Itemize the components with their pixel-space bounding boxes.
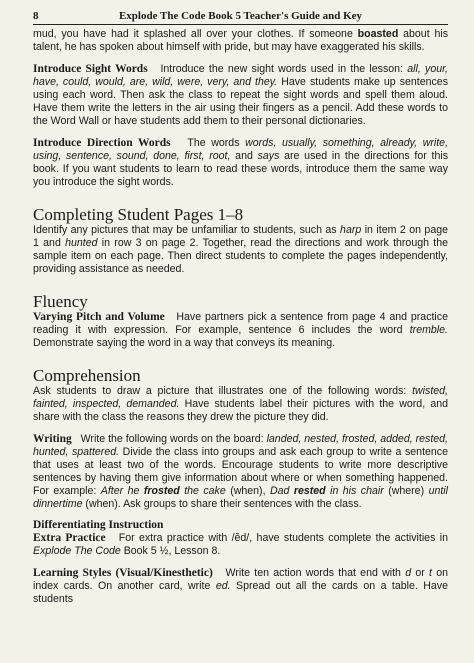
example-2b: rested (293, 485, 326, 497)
writing-paragraph (33, 433, 448, 511)
sight-words-paragraph (33, 63, 448, 128)
completing-text-3: in row 3 on page 2. Together, read the directions and work through the sample item on each page. Then direct students to complete the pages independently, providing assistance as needed. (33, 237, 448, 275)
comprehension-text: Ask students to draw a picture that illustrates one of the following words: (33, 385, 413, 397)
hunted-word: hunted (65, 237, 98, 249)
boasted-word: boasted (357, 28, 399, 40)
comprehension-text-2: Have students label their pictures with the word, and share with the class the reasons they drew the picture they did. (33, 398, 448, 423)
example-1a: After he (100, 485, 144, 497)
example-3: until dinnertime (33, 485, 448, 510)
pitch-volume-heading: Varying Pitch and Volume (33, 311, 165, 323)
direction-words-text-2: are used in the directions for this book. If you want students to learn to read these words, introduce them the same way you introduce the sight words. (33, 150, 449, 188)
example-2c: in his chair (325, 485, 384, 497)
direction-words-text: The words (187, 137, 246, 149)
learning-styles-text-3: Spread out all the cards on a table. Have students (33, 580, 448, 605)
writing-text-3: (when), (225, 485, 270, 497)
extra-practice-paragraph (33, 532, 448, 558)
page-number: 8 (33, 10, 39, 22)
letter-t: t (429, 567, 432, 579)
writing-words: landed, nested, frosted, added, rested, hunted, spattered. (33, 433, 448, 458)
direction-words-and: and (230, 150, 258, 162)
comprehension-words: twisted, fainted, inspected, demanded. (33, 385, 448, 410)
writing-text-5: (when). Ask groups to share their sentences with the class. (82, 498, 362, 510)
intro-paragraph (33, 28, 448, 54)
comprehension-paragraph (33, 385, 448, 424)
direction-word-says: says (257, 150, 280, 162)
writing-heading: Writing (33, 433, 72, 445)
intro-text-2: about his talent, he has spoken about himself with pride, but may have exaggerated his skills. (33, 28, 448, 53)
example-1c: the cake (179, 485, 226, 497)
direction-words-heading: Introduce Direction Words (33, 137, 171, 149)
writing-text-2: Divide the class into groups and ask each group to write a sentence that uses at least two of the words. Encourage students to write more descriptive sentences by having them give information about where or when something happened. For example: (33, 446, 448, 497)
extra-practice-heading: Extra Practice (33, 532, 106, 544)
letter-d: d (405, 567, 412, 579)
completing-text: Identify any pictures that may be unfamiliar to students, such as (33, 224, 341, 236)
sight-words-list: all, your, have, could, would, are, wild, were, very, and they. (33, 63, 448, 88)
writing-text-4: (where) (383, 485, 429, 497)
book-title: Explode The Code Book 5 Teacher's Guide and Key (118, 10, 363, 22)
fluency-text-2: Demonstrate saying the word in a way that conveys its meaning. (33, 337, 336, 349)
page-header (33, 10, 448, 25)
sight-words-text: Introduce the new sight words used in the lesson: (160, 63, 408, 75)
learning-styles-text-2: on index cards. On another card, write (33, 567, 448, 592)
intro-text: mud, you have had it splashed all over your clothes. If someone (33, 28, 358, 40)
completing-text-2: in item 2 on page 1 and (33, 224, 448, 249)
completing-paragraph (33, 224, 448, 276)
differentiating-heading: Differentiating Instruction (33, 519, 164, 531)
comprehension-heading: Comprehension (33, 366, 141, 385)
extra-practice-text: For extra practice with /ĕd/, have students complete the activities in (118, 532, 448, 544)
direction-words-list: words, usually, something, already, write, using, sentence, sound, done, first, root, (33, 137, 449, 162)
learning-styles-paragraph (33, 567, 448, 606)
extra-practice-text-2: Book 5 ½, Lesson 8. (120, 545, 221, 557)
sight-words-heading: Introduce Sight Words (33, 63, 148, 75)
sight-words-text-2: Have students make up sentences using each word. Then ask the class to repeat the sight words and spell them aloud. Have them write the letters in the air using their fingers as a pencil. Add these words to the Word Wall or have students add them to their personal dictionaries. (33, 76, 448, 127)
book-name: Explode The Code (33, 545, 121, 557)
harp-word: harp (340, 224, 362, 236)
fluency-heading: Fluency (33, 292, 88, 311)
learning-styles-text: Write ten action words that end with (225, 567, 406, 579)
or-text: or (411, 567, 429, 579)
example-1b: frosted (143, 485, 180, 497)
learning-styles-heading: Learning Styles (Visual/Kinesthetic) (33, 567, 213, 579)
completing-heading: Completing Student Pages 1–8 (33, 205, 244, 224)
example-2a: Dad (269, 485, 294, 497)
tremble-word: tremble. (409, 324, 448, 336)
writing-text: Write the following words on the board: (80, 433, 267, 445)
ed-suffix: ed. (215, 580, 231, 592)
fluency-text: Have partners pick a sentence from page 4 and practice reading it with expression. For example, sentence 6 includes the word (33, 311, 448, 336)
direction-words-paragraph (33, 137, 448, 189)
fluency-paragraph (33, 311, 448, 350)
